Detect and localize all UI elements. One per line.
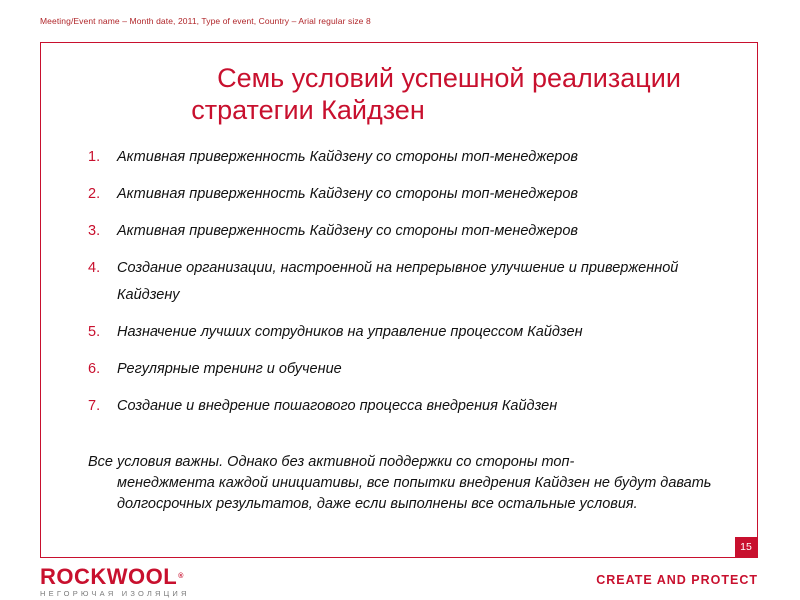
list-item [88,319,728,346]
registered-mark: ® [178,573,184,580]
list-item-text: Активная приверженность Кайдзену со стороны топ-менеджеров [117,223,578,239]
list-item-number: 5. [88,324,101,340]
list-item-text: Активная приверженность Кайдзену со стороны топ-менеджеров [117,186,578,202]
list-item-number: 6. [88,361,101,377]
list-item-text: Регулярные тренинг и обучение [117,361,342,377]
logo-wordmark [40,566,190,588]
list-item [88,144,728,171]
event-meta-header: Meeting/Event name – Month date, 2011, Type of event, Country – Arial regular size 8 [40,16,371,26]
tagline: CREATE AND PROTECT [596,573,758,587]
list-item-text: Создание и внедрение пошагового процесса внедрения Кайдзен [117,398,558,414]
slide-title [40,62,758,126]
list-item-number: 2. [88,186,101,202]
list-item [88,393,728,420]
list-item-text: Создание организации, настроенной на непрерывное улучшение и приверженной Кайдзену [117,260,679,303]
list-item [88,218,728,245]
list-item-number: 3. [88,223,101,239]
logo-subtitle: НЕГОРЮЧАЯ ИЗОЛЯЦИЯ [40,589,190,598]
page-number: 15 [735,537,757,557]
summary-first-line: Все условия важны. Однако без активной поддержки со стороны топ- [88,454,575,470]
list-item-number: 4. [88,260,101,276]
list-item-text: Назначение лучших сотрудников на управление процессом Кайдзен [117,324,583,340]
list-item [88,255,728,309]
slide-title-line-1: Семь условий успешной реализации [217,63,681,93]
list-item [88,181,728,208]
list-item [88,356,728,383]
logo-text: ROCKWOOL [40,564,178,589]
rockwool-logo [40,566,190,598]
list-item-number: 7. [88,398,101,414]
slide-title-line-2: стратегии Кайдзен [191,95,425,125]
list-item-text: Активная приверженность Кайдзену со стороны топ-менеджеров [117,149,578,165]
summary-paragraph [88,452,718,515]
summary-continuation: менеджмента каждой инициативы, все попытки внедрения Кайдзен не будут давать долгосрочных результатов, даже если выполнены все остальные условия. [117,475,712,512]
conditions-list [88,144,728,430]
list-item-number: 1. [88,149,101,165]
